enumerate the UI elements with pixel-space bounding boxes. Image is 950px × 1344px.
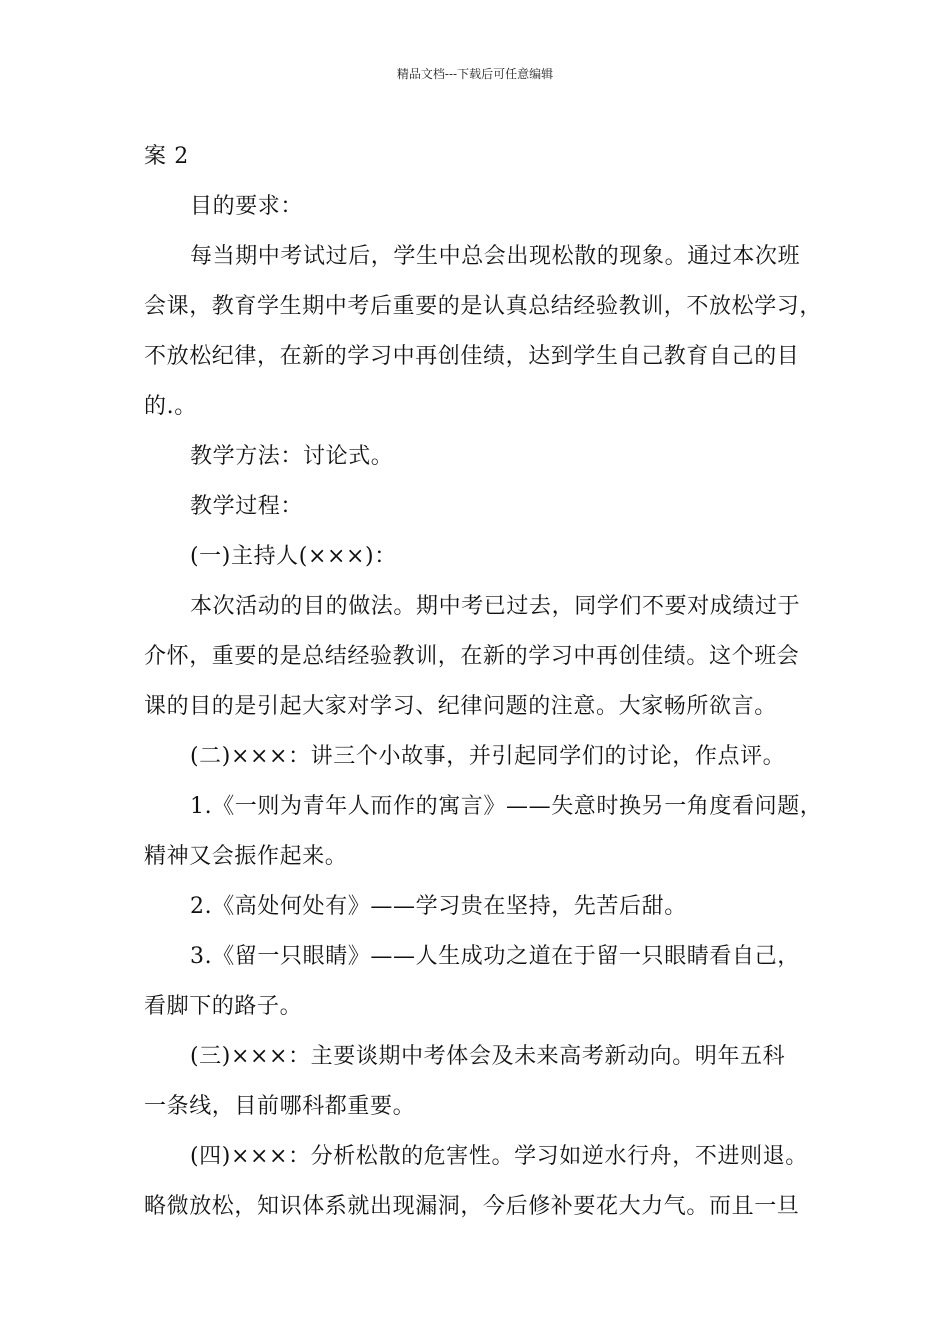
text-line: (三)×××：主要谈期中考体会及未来高考新动向。明年五科 <box>190 1044 786 1069</box>
text-line: 精神又会振作起来。 <box>144 844 348 869</box>
text-line: 1.《一则为青年人而作的寓言》——失意时换另一角度看问题， <box>190 794 823 819</box>
text-line: (一)主持人(×××)： <box>190 544 397 569</box>
text-line: 案 2 <box>144 144 189 169</box>
text-line: 不放松纪律，在新的学习中再创佳绩，达到学生自己教育自己的目 <box>144 344 800 369</box>
text-line: 会课，教育学生期中考后重要的是认真总结经验教训，不放松学习， <box>144 294 823 319</box>
text-line: 的.。 <box>144 394 197 419</box>
text-line: 介怀，重要的是总结经验教训，在新的学习中再创佳绩。这个班会 <box>144 644 800 669</box>
text-line: 本次活动的目的做法。期中考已过去，同学们不要对成绩过于 <box>190 594 801 619</box>
text-line: 3.《留一只眼睛》——人生成功之道在于留一只眼睛看自己， <box>190 944 800 969</box>
text-line: 教学方法：讨论式。 <box>190 444 394 469</box>
text-line: (四)×××：分析松散的危害性。学习如逆水行舟，不进则退。 <box>190 1144 808 1169</box>
text-line: 目的要求： <box>190 194 304 219</box>
text-line: 看脚下的路子。 <box>144 994 303 1019</box>
text-line: 课的目的是引起大家对学习、纪律问题的注意。大家畅所欲言。 <box>144 694 777 719</box>
text-line: 每当期中考试过后，学生中总会出现松散的现象。通过本次班 <box>190 244 801 269</box>
text-line: 2.《高处何处有》——学习贵在坚持，先苦后甜。 <box>190 894 687 919</box>
text-line: (二)×××：讲三个小故事，并引起同学们的讨论，作点评。 <box>190 744 786 769</box>
text-line: 略微放松，知识体系就出现漏洞，今后修补要花大力气。而且一旦 <box>144 1194 800 1219</box>
text-line: 教学过程： <box>190 494 304 519</box>
document-body <box>144 132 830 1232</box>
text-line: 一条线，目前哪科都重要。 <box>144 1094 416 1119</box>
page-header: 精品文档---下载后可任意编辑 <box>396 67 554 81</box>
